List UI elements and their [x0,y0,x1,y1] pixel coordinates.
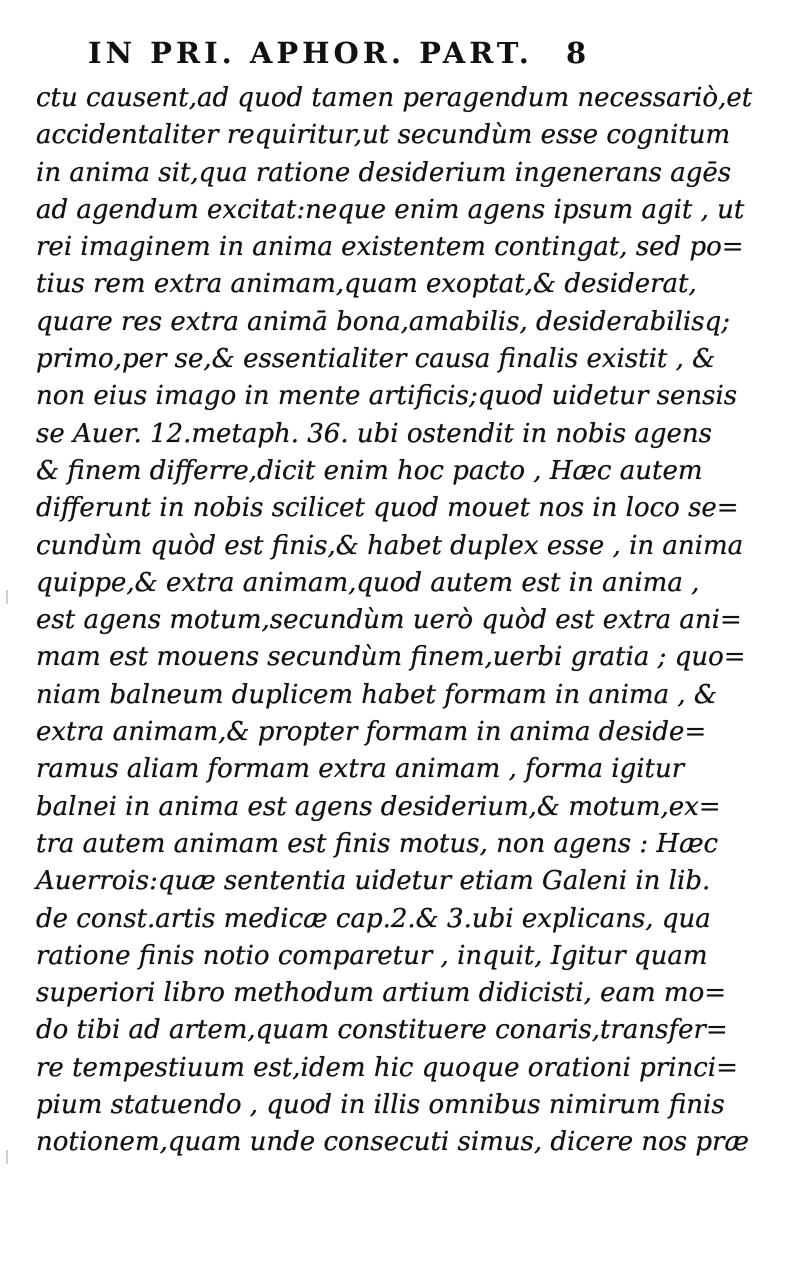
page-number: 8 [566,36,591,70]
text-line: accidentaliter requiritur,ut secundùm esse cognitum [36,120,731,151]
text-line: ratione finis notio comparetur , inquit, Igitur quam [36,940,708,971]
text-line: quare res extra animā bona,amabilis, desiderabilisq; [36,306,730,337]
text-line: de const.artis medicæ cap.2.& 3.ubi explicans, qua [36,903,711,934]
margin-mark [6,590,8,604]
text-line: primo,per se,& essentialiter causa finalis existit , & [36,344,716,375]
text-line: in anima sit,qua ratione desiderium ingenerans agēs [36,157,732,188]
running-title: IN PRI. APHOR. PART. [88,36,533,70]
text-line: ad agendum excitat:neque enim agens ipsum agit , ut [36,194,745,225]
text-line: mam est mouens secundùm finem,uerbi gratia ; quo= [36,642,746,673]
text-line: tra autem animam est finis motus, non agens : Hæc [36,828,719,859]
running-header [88,36,628,76]
text-line: pium statuendo , quod in illis omnibus nimirum finis [36,1090,725,1121]
text-line: & finem differre,dicit enim hoc pacto , Hæc autem [36,455,703,486]
text-line: ctu causent,ad quod tamen peragendum necessariò,et [36,83,753,113]
text-line: balnei in anima est agens desiderium,& motum,ex= [36,791,721,822]
text-line: do tibi ad artem,quam constituere conaris,transfer= [36,1015,728,1046]
body-text [36,80,753,1162]
text-line: rei imaginem in anima existentem contingat, sed po= [36,232,744,263]
text-line: tius rem extra animam,quam exoptat,& desiderat, [36,269,697,300]
text-line: quippe,& extra animam,quod autem est in anima , [36,567,700,598]
text-line: est agens motum,secundùm uerò quòd est extra ani= [36,605,742,636]
text-line: cundùm quòd est finis,& habet duplex esse , in anima [36,530,744,561]
text-line: non eius imago in mente artificis;quod uidetur sensis [36,381,738,412]
text-line: extra animam,& propter formam in anima deside= [36,717,707,748]
text-line: Auerrois:quæ sententia uidetur etiam Galeni in lib. [36,866,711,897]
text-line: ramus aliam formam extra animam , forma igitur [36,754,685,785]
text-line: differunt in nobis scilicet quod mouet nos in loco se= [36,493,739,524]
text-line: niam balneum duplicem habet formam in anima , & [36,679,718,710]
margin-mark [6,1150,8,1164]
text-line: se Auer. 12.metaph. 36. ubi ostendit in nobis agens [36,418,712,449]
text-line: notionem,quam unde consecuti simus, dicere nos præ [36,1127,749,1158]
text-line: superiori libro methodum artium didicisti, eam mo= [36,978,727,1009]
text-line: re tempestiuum est,idem hic quoque orationi princi= [36,1052,738,1083]
